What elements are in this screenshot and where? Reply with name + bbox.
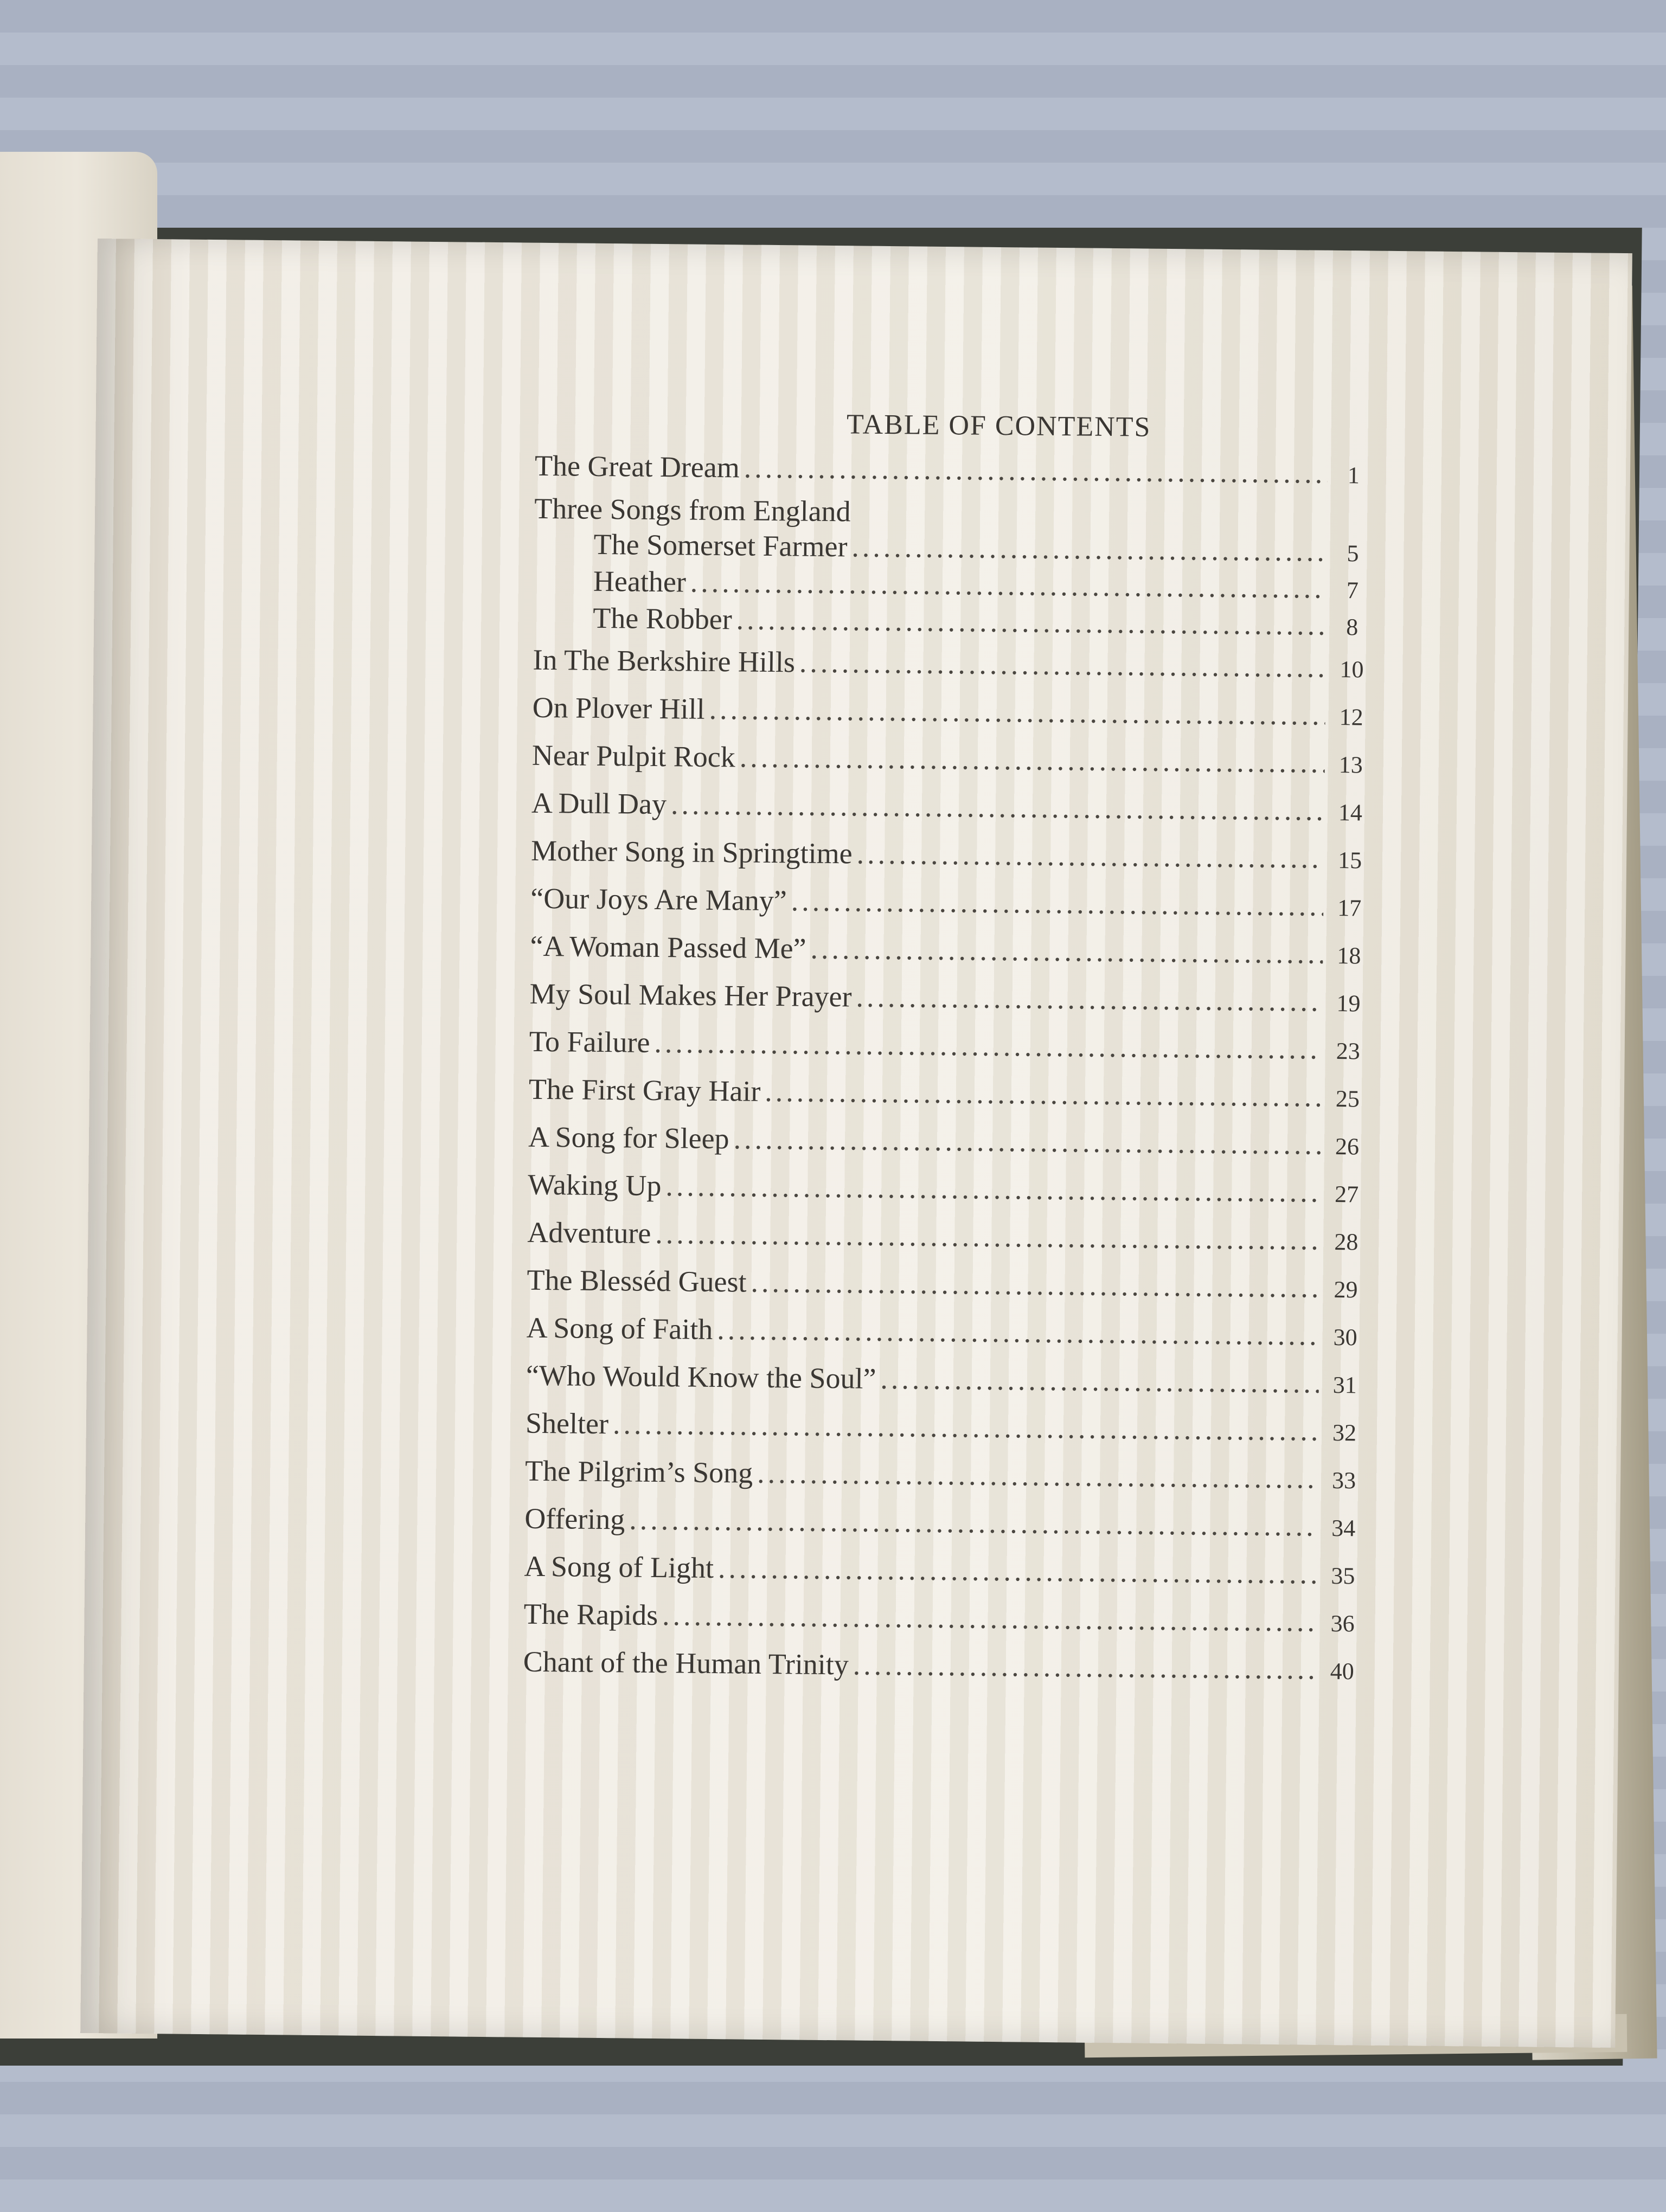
toc-leader-dots (717, 1307, 1319, 1358)
toc-page-number: 40 (1330, 1657, 1354, 1685)
toc-entry (526, 1353, 1367, 1409)
toc-entry-title: A Dull Day (531, 786, 667, 821)
toc-entry (523, 1639, 1364, 1695)
toc-leader-dots (851, 529, 1327, 568)
toc-entry-title: The First Gray Hair (528, 1072, 761, 1108)
toc-entry-title: The Pilgrim’s Song (524, 1454, 753, 1489)
toc-leader-dots (739, 734, 1325, 785)
toc-page-number: 36 (1330, 1610, 1355, 1637)
toc-leader-dots (709, 686, 1325, 738)
toc-leader-dots (791, 878, 1323, 928)
toc-leader-dots (655, 1211, 1321, 1263)
toc-leader-dots (665, 1163, 1321, 1215)
toc-leader-dots (736, 602, 1326, 642)
toc-page-number: 31 (1332, 1371, 1357, 1399)
toc-page-number: 7 (1346, 577, 1359, 604)
toc-entry-title: To Failure (529, 1025, 650, 1059)
toc-page-number: 19 (1336, 989, 1361, 1017)
toc-entry (529, 971, 1370, 1027)
toc-entry-title: “Our Joys Are Many” (530, 882, 787, 917)
toc-title: TABLE OF CONTENTS (846, 409, 1151, 443)
toc-leader-dots (662, 1592, 1317, 1644)
toc-entry-title: A Song of Faith (526, 1311, 713, 1346)
toc-page-number: 18 (1337, 942, 1361, 969)
toc-page-number: 23 (1336, 1037, 1360, 1065)
toc-leader-dots (853, 1642, 1316, 1692)
toc-entry (524, 1544, 1365, 1599)
toc-entry-title: The Somerset Farmer (593, 528, 848, 563)
toc-entry (527, 1210, 1368, 1265)
toc-entry (528, 1114, 1369, 1170)
toc-page-number: 15 (1337, 847, 1362, 874)
toc-entry-title: Heather (593, 564, 687, 599)
toc-leader-dots (757, 1450, 1318, 1501)
toc-entry (526, 1400, 1367, 1456)
toc-page-number: 34 (1331, 1514, 1356, 1542)
toc-leader-dots (880, 1356, 1319, 1406)
toc-page-number: 8 (1345, 614, 1359, 641)
toc-entry-title: The Rapids (523, 1597, 658, 1632)
toc-entry (530, 876, 1372, 931)
toc-page-number: 33 (1331, 1467, 1356, 1494)
toc-leader-dots (613, 1401, 1319, 1453)
toc-page-number: 30 (1333, 1323, 1357, 1351)
toc-page-number: 12 (1339, 704, 1363, 731)
toc-entry-title: Waking Up (528, 1168, 662, 1203)
right-page (80, 239, 1632, 2048)
toc-entry-title: The Great Dream (534, 449, 740, 484)
toc-entry-title: The Robber (593, 601, 733, 636)
toc-entry-title: Mother Song in Springtime (530, 834, 853, 870)
toc-leader-dots (799, 639, 1326, 690)
toc-page-number: 14 (1338, 799, 1363, 826)
toc-entry (529, 1066, 1370, 1122)
toc-entry (529, 1019, 1370, 1075)
toc-page-number: 26 (1335, 1133, 1360, 1160)
toc-leader-dots (856, 974, 1323, 1024)
toc-entry (524, 1496, 1366, 1552)
toc-leader-dots (718, 1545, 1317, 1597)
toc-entry (530, 923, 1371, 979)
toc-leader-dots (856, 831, 1324, 880)
toc-entry-title: Near Pulpit Rock (531, 738, 736, 774)
toc-entry-title: My Soul Makes Her Prayer (529, 977, 852, 1013)
toc-entry-title: On Plover Hill (532, 691, 706, 725)
toc-leader-dots (765, 1069, 1322, 1120)
toc-leader-dots (671, 781, 1325, 833)
toc-leader-dots (654, 1020, 1322, 1072)
toc-leader-dots (744, 445, 1328, 496)
toc-page-number: 32 (1332, 1419, 1357, 1446)
toc-entry-title: A Song for Sleep (528, 1120, 729, 1155)
toc-entry-title: Adventure (527, 1216, 651, 1250)
toc-page-number: 5 (1347, 540, 1359, 567)
toc-page-number: 17 (1337, 895, 1362, 922)
toc-leader-dots (751, 1259, 1320, 1310)
toc-leader-dots (733, 1116, 1321, 1167)
toc-entry (526, 1305, 1367, 1361)
toc-leader-dots (690, 565, 1327, 606)
toc-entry (531, 732, 1373, 788)
toc-page-number: 29 (1334, 1276, 1358, 1303)
toc-entry-title: Chant of the Human Trinity (523, 1645, 849, 1681)
toc-entry-title: “A Woman Passed Me” (530, 929, 806, 965)
toc-page-number: 28 (1334, 1228, 1359, 1256)
toc-entry (525, 1448, 1366, 1504)
toc-leader-dots (810, 926, 1323, 976)
toc-page-number: 27 (1334, 1180, 1359, 1208)
toc-entry (527, 1257, 1368, 1313)
toc-entry (523, 1591, 1364, 1647)
toc-entry-title: In The Berkshire Hills (533, 643, 796, 679)
toc-entry-title: “Who Would Know the Soul” (526, 1359, 876, 1395)
toc-entry-title: Shelter (525, 1406, 609, 1441)
toc-page-number: 13 (1338, 751, 1363, 779)
toc-entry (532, 685, 1373, 741)
toc-entry (531, 780, 1373, 836)
toc-page-number: 35 (1331, 1562, 1355, 1590)
toc-entry-title: The Blesséd Guest (527, 1263, 747, 1298)
toc-entry (528, 1162, 1369, 1218)
toc-page-number: 1 (1347, 462, 1360, 489)
toc-leader-dots (629, 1497, 1318, 1549)
toc-entry-title: Offering (524, 1502, 625, 1536)
toc-entry (531, 828, 1372, 884)
toc-entry (533, 637, 1374, 693)
toc-entry (535, 443, 1376, 499)
toc-page-number: 10 (1340, 656, 1364, 683)
table-of-contents (523, 406, 1376, 1695)
toc-entry-title: A Song of Light (524, 1549, 714, 1585)
toc-entry-title: Three Songs from England (534, 492, 851, 528)
toc-page-number: 25 (1335, 1085, 1360, 1113)
